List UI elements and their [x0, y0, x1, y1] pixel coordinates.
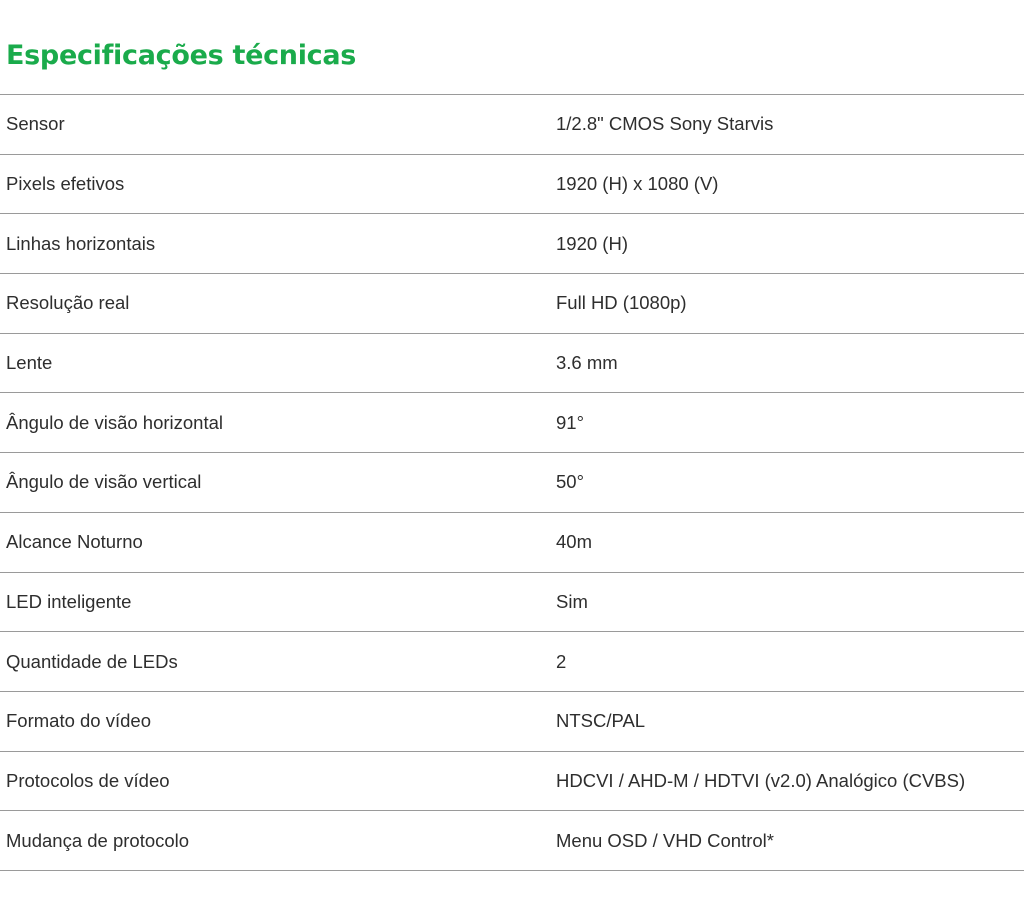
spec-value: Menu OSD / VHD Control*: [556, 811, 1024, 871]
spec-label: Alcance Noturno: [0, 512, 556, 572]
table-row: [0, 453, 1024, 513]
table-row: [0, 95, 1024, 155]
spec-value: 1/2.8" CMOS Sony Starvis: [556, 95, 1024, 155]
spec-label: Sensor: [0, 95, 556, 155]
spec-table: [0, 94, 1024, 871]
table-row: [0, 691, 1024, 751]
table-row: [0, 154, 1024, 214]
page-title: Especificações técnicas: [6, 40, 357, 71]
spec-table-body: [0, 95, 1024, 871]
table-row: [0, 512, 1024, 572]
spec-value: 91°: [556, 393, 1024, 453]
table-row: [0, 632, 1024, 692]
spec-label: Resolução real: [0, 274, 556, 334]
table-row: [0, 811, 1024, 871]
table-row: [0, 333, 1024, 393]
spec-label: Protocolos de vídeo: [0, 751, 556, 811]
table-row: [0, 751, 1024, 811]
spec-label: Ângulo de visão horizontal: [0, 393, 556, 453]
spec-value: Sim: [556, 572, 1024, 632]
spec-label: Mudança de protocolo: [0, 811, 556, 871]
spec-label: Formato do vídeo: [0, 691, 556, 751]
spec-label: LED inteligente: [0, 572, 556, 632]
spec-label: Ângulo de visão vertical: [0, 453, 556, 513]
spec-value: HDCVI / AHD-M / HDTVI (v2.0) Analógico (CVBS): [556, 751, 1024, 811]
spec-value: 50°: [556, 453, 1024, 513]
spec-value: Full HD (1080p): [556, 274, 1024, 334]
spec-value: 2: [556, 632, 1024, 692]
spec-label: Lente: [0, 333, 556, 393]
table-row: [0, 214, 1024, 274]
spec-value: 40m: [556, 512, 1024, 572]
table-row: [0, 393, 1024, 453]
table-row: [0, 274, 1024, 334]
spec-value: 3.6 mm: [556, 333, 1024, 393]
spec-value: 1920 (H): [556, 214, 1024, 274]
spec-label: Pixels efetivos: [0, 154, 556, 214]
spec-value: NTSC/PAL: [556, 691, 1024, 751]
spec-label: Linhas horizontais: [0, 214, 556, 274]
table-row: [0, 572, 1024, 632]
spec-label: Quantidade de LEDs: [0, 632, 556, 692]
spec-value: 1920 (H) x 1080 (V): [556, 154, 1024, 214]
